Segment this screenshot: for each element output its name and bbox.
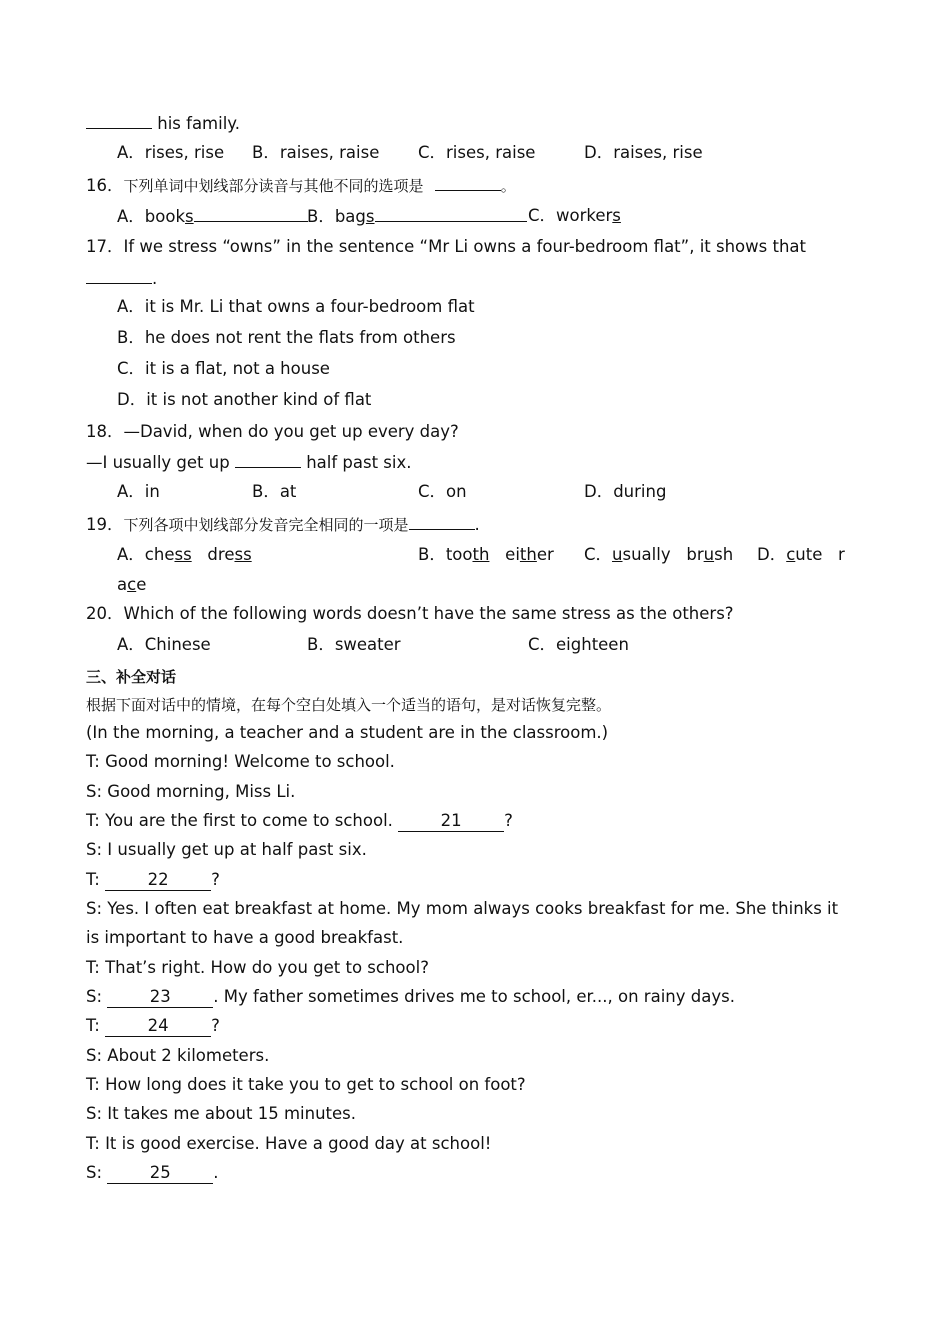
q17-stem-blank: . — [86, 267, 157, 290]
dialog-line: S: Yes. I often eat breakfast at home. My mom always cooks breakfast for me. She thinks it — [86, 899, 839, 918]
q16-option-c[interactable]: C．workers — [528, 206, 621, 225]
q19-option-c[interactable]: C．usually brush — [584, 545, 734, 564]
blank-24[interactable]: 24 — [105, 1016, 211, 1037]
answer-blank — [235, 451, 301, 468]
section-instruction: 根据下面对话中的情境，在每个空白处填入一个适当的语句，是对话恢复完整。 — [86, 696, 612, 714]
dialog-line: T: How long does it take you to get to school on foot? — [86, 1075, 526, 1094]
q16-option-b[interactable]: B．bags — [307, 205, 527, 228]
q19-option-a[interactable]: A．chess dress — [117, 545, 252, 564]
dialog-line-23: S: 23 . My father sometimes drives me to school, er..., on rainy days. — [86, 987, 735, 1006]
q15-option-c[interactable]: C．rises, raise — [418, 143, 536, 162]
q15-option-d[interactable]: D．raises, rise — [584, 143, 703, 162]
dialog-line: S: About 2 kilometers. — [86, 1046, 270, 1065]
dialog-line: T: That’s right. How do you get to school? — [86, 958, 429, 977]
q20-option-b[interactable]: B．sweater — [307, 635, 401, 654]
q19-option-b[interactable]: B．tooth either — [418, 545, 554, 564]
dialog-line: S: Good morning, Miss Li. — [86, 782, 296, 801]
q18-option-a[interactable]: A．in — [117, 482, 160, 501]
q20-stem: 20．Which of the following words doesn’t have the same stress as the others? — [86, 604, 734, 623]
answer-blank — [86, 112, 152, 129]
dialog-line-25: S: 25 . — [86, 1163, 219, 1182]
dialog-line: T: It is good exercise. Have a good day at school! — [86, 1134, 492, 1153]
dialog-line-22: T: 22 ? — [86, 870, 220, 889]
dialog-line-24: T: 24 ? — [86, 1016, 220, 1035]
blank-23[interactable]: 23 — [107, 987, 213, 1008]
q18-option-c[interactable]: C．on — [418, 482, 467, 501]
q15-continuation: his family. — [86, 112, 240, 135]
blank-22[interactable]: 22 — [105, 870, 211, 891]
blank-21[interactable]: 21 — [398, 811, 504, 832]
q17-option-a[interactable]: A．it is Mr. Li that owns a four-bedroom flat — [117, 297, 475, 316]
dialog-line: S: I usually get up at half past six. — [86, 840, 367, 859]
answer-blank — [86, 267, 152, 284]
q19-option-d[interactable]: D．cute — [757, 545, 823, 564]
dialog-line: is important to have a good breakfast. — [86, 928, 404, 947]
q17-option-b[interactable]: B．he does not rent the flats from others — [117, 328, 456, 347]
q16-stem: 16．下列单词中划线部分读音与其他不同的选项是 。 — [86, 176, 516, 195]
blank-25[interactable]: 25 — [107, 1163, 213, 1184]
section-title: 三、补全对话 — [86, 668, 177, 686]
q16-option-a[interactable]: A．books — [117, 205, 308, 228]
dialog-scene: (In the morning, a teacher and a student are in the classroom.) — [86, 723, 609, 742]
q19-option-d-wrap: r — [838, 545, 845, 564]
answer-blank — [435, 174, 501, 191]
q18-option-b[interactable]: B．at — [252, 482, 297, 501]
answer-blank — [409, 513, 475, 530]
q15-option-a[interactable]: A．rises, rise — [117, 143, 225, 162]
q18-stem: 18．—David, when do you get up every day? — [86, 422, 459, 441]
q19-option-d-cont: ace — [117, 575, 147, 594]
q17-option-c[interactable]: C．it is a flat, not a house — [117, 359, 330, 378]
q18-option-d[interactable]: D．during — [584, 482, 667, 501]
q15-option-b[interactable]: B．raises, raise — [252, 143, 380, 162]
dialog-line: T: Good morning! Welcome to school. — [86, 752, 395, 771]
q19-stem: 19．下列各项中划线部分发音完全相同的一项是 . — [86, 515, 480, 534]
dialog-line-21: T: You are the first to come to school. 21 ? — [86, 811, 513, 830]
q17-stem: 17．If we stress “owns” in the sentence “Mr Li owns a four-bedroom flat”, it shows that — [86, 237, 806, 256]
dialog-line: S: It takes me about 15 minutes. — [86, 1104, 356, 1123]
q18-stem-line2: —I usually get up half past six. — [86, 453, 412, 472]
q17-option-d[interactable]: D．it is not another kind of flat — [117, 390, 372, 409]
q20-option-a[interactable]: A．Chinese — [117, 635, 211, 654]
q20-option-c[interactable]: C．eighteen — [528, 635, 629, 654]
